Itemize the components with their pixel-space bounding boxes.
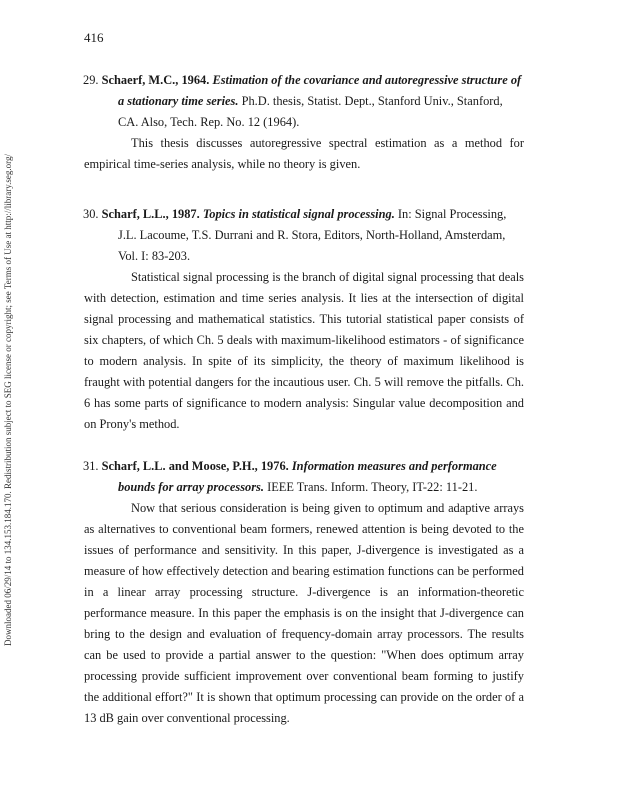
download-notice-text: Downloaded 06/29/14 to 134.153.184.170. Redistribution subject to SEG license or copyright; see Terms of Use at http://library.seg.org/	[3, 154, 13, 646]
publication-info: IEEE Trans. Inform. Theory, IT-22: 11-21.	[267, 480, 478, 494]
entry-number: 31.	[83, 459, 99, 473]
entry-summary: This thesis discusses autoregressive spectral estimation as a method for empirical time-series analysis, while no theory is given.	[84, 136, 524, 171]
reference-entry-31	[84, 456, 524, 729]
entry-title: Topics in statistical signal processing.	[202, 207, 395, 221]
entry-authors: Scharf, L.L. and Moose, P.H., 1976.	[101, 459, 289, 473]
citation-continuation	[84, 91, 524, 112]
entry-summary: Now that serious consideration is being given to optimum and adaptive arrays as alternatives to conventional beam formers, renewed attention is being devoted to the issues of performance and sensitivity. In this paper, J-divergence is investigated as a measure of how effectively detection and bearing estimation functions can be performed in a linear array processing structure. J-divergence is an information-theoretic performance measure. In this paper the emphasis is on the insight that J-divergence can bring to the design and evaluation of frequency-domain array processors. The results can be used to provide a partial answer to the question: "When does optimum array processing provide sufficient improvement over conventional beam forming to justify the additional effort?" It is shown that optimum processing can provide on the order of a 13 dB gain over conventional processing.	[84, 501, 524, 725]
publication-info: Ph.D. thesis, Statist. Dept., Stanford Univ., Stanford,	[241, 94, 503, 108]
publication-info-line: CA. Also, Tech. Rep. No. 12 (1964).	[118, 115, 300, 129]
entry-summary: Statistical signal processing is the branch of digital signal processing that deals with detection, estimation and time series analysis. It lies at the intersection of digital signal processing and mathematical statistics. This tutorial statistical paper consists of six chapters, of which Ch. 5 deals with maximum-likelihood estimators - of significance to modern analysis. In spite of its simplicity, the theory of maximum likelihood is fraught with potential dangers for the incautious user. Ch. 5 will remove the pitfalls. Ch. 6 has some parts of significance to modern analysis: Singular value decomposition and on Prony's method.	[84, 270, 524, 431]
page-number: 416	[84, 30, 104, 45]
entry-number: 29.	[83, 73, 99, 87]
entry-title: Estimation of the covariance and autoregressive structure of	[212, 73, 522, 87]
publication-info-line: J.L. Lacoume, T.S. Durrani and R. Stora, Editors, North-Holland, Amsterdam,	[118, 228, 506, 242]
entry-title: Information measures and performance	[291, 459, 497, 473]
entry-authors: Scharf, L.L., 1987.	[101, 207, 200, 221]
reference-entry-30	[84, 204, 524, 435]
entry-authors: Schaerf, M.C., 1964.	[101, 73, 210, 87]
entry-title-cont: a stationary time series.	[118, 94, 239, 108]
publication-info: In: Signal Processing,	[397, 207, 507, 221]
reference-entry-29	[84, 70, 524, 175]
download-notice	[0, 0, 17, 800]
citation	[84, 456, 524, 498]
citation	[84, 70, 524, 133]
entry-number: 30.	[83, 207, 99, 221]
citation-continuation	[84, 477, 524, 498]
publication-info-line: Vol. I: 83-203.	[118, 249, 191, 263]
citation	[84, 204, 524, 267]
entry-title-cont: bounds for array processors.	[118, 480, 264, 494]
